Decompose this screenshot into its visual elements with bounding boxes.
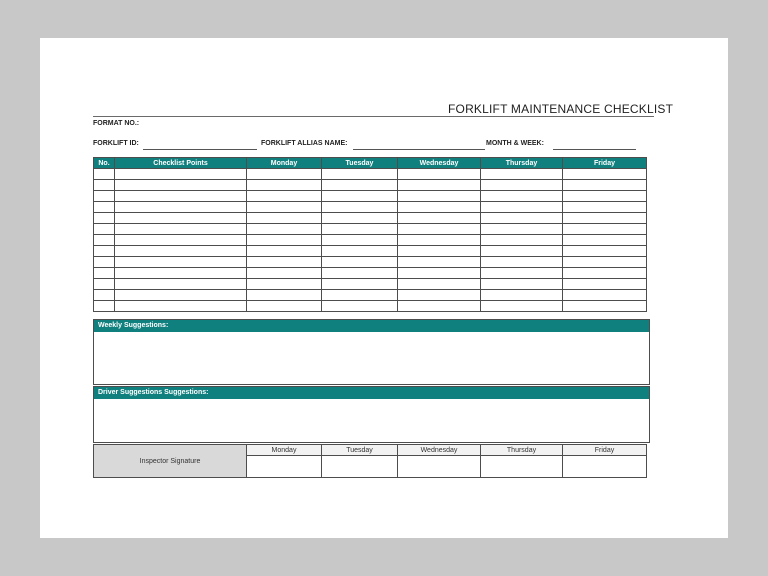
checklist-cell[interactable] bbox=[563, 169, 647, 180]
checklist-row bbox=[94, 224, 647, 235]
checklist-cell[interactable] bbox=[94, 246, 115, 257]
checklist-cell[interactable] bbox=[563, 224, 647, 235]
checklist-cell[interactable] bbox=[322, 290, 398, 301]
signature-day-thursday: Thursday bbox=[481, 445, 563, 456]
checklist-cell[interactable] bbox=[563, 279, 647, 290]
checklist-cell[interactable] bbox=[115, 224, 247, 235]
checklist-cell[interactable] bbox=[322, 235, 398, 246]
signature-day-friday: Friday bbox=[563, 445, 647, 456]
checklist-cell[interactable] bbox=[398, 169, 481, 180]
checklist-cell[interactable] bbox=[481, 169, 563, 180]
checklist-cell[interactable] bbox=[398, 257, 481, 268]
checklist-row bbox=[94, 246, 647, 257]
checklist-cell[interactable] bbox=[247, 191, 322, 202]
checklist-cell[interactable] bbox=[115, 235, 247, 246]
col-header-friday: Friday bbox=[563, 158, 647, 169]
checklist-cell[interactable] bbox=[94, 191, 115, 202]
checklist-cell[interactable] bbox=[563, 301, 647, 312]
checklist-cell[interactable] bbox=[563, 202, 647, 213]
checklist-cell[interactable] bbox=[322, 191, 398, 202]
weekly-suggestions-header: Weekly Suggestions: bbox=[93, 319, 650, 333]
checklist-cell[interactable] bbox=[398, 235, 481, 246]
checklist-cell[interactable] bbox=[94, 202, 115, 213]
checklist-cell[interactable] bbox=[481, 268, 563, 279]
checklist-cell[interactable] bbox=[115, 202, 247, 213]
signature-cell-wednesday[interactable] bbox=[398, 456, 481, 478]
checklist-cell[interactable] bbox=[94, 268, 115, 279]
format-no-label: FORMAT NO.: bbox=[93, 120, 140, 127]
checklist-cell[interactable] bbox=[481, 279, 563, 290]
signature-table bbox=[93, 444, 647, 478]
checklist-cell[interactable] bbox=[115, 213, 247, 224]
checklist-cell[interactable] bbox=[247, 301, 322, 312]
signature-cell-friday[interactable] bbox=[563, 456, 647, 478]
checklist-cell[interactable] bbox=[115, 180, 247, 191]
checklist-cell[interactable] bbox=[322, 268, 398, 279]
checklist-row bbox=[94, 279, 647, 290]
checklist-cell[interactable] bbox=[398, 180, 481, 191]
checklist-cell[interactable] bbox=[322, 180, 398, 191]
signature-cell-tuesday[interactable] bbox=[322, 456, 398, 478]
month-week-field[interactable] bbox=[553, 149, 636, 150]
checklist-cell[interactable] bbox=[94, 301, 115, 312]
signature-cell-thursday[interactable] bbox=[481, 456, 563, 478]
checklist-cell[interactable] bbox=[247, 257, 322, 268]
checklist-cell[interactable] bbox=[398, 213, 481, 224]
forklift-alias-field[interactable] bbox=[353, 149, 485, 150]
checklist-cell[interactable] bbox=[563, 268, 647, 279]
forklift-alias-label: FORKLIFT ALLIAS NAME: bbox=[261, 140, 348, 147]
checklist-cell[interactable] bbox=[322, 301, 398, 312]
checklist-row bbox=[94, 191, 647, 202]
checklist-row bbox=[94, 202, 647, 213]
checklist-cell[interactable] bbox=[398, 246, 481, 257]
checklist-row bbox=[94, 301, 647, 312]
checklist-row bbox=[94, 257, 647, 268]
checklist-cell[interactable] bbox=[94, 224, 115, 235]
signature-day-tuesday: Tuesday bbox=[322, 445, 398, 456]
checklist-cell[interactable] bbox=[115, 257, 247, 268]
checklist-cell[interactable] bbox=[94, 213, 115, 224]
checklist-cell[interactable] bbox=[247, 202, 322, 213]
checklist-cell[interactable] bbox=[563, 191, 647, 202]
checklist-cell[interactable] bbox=[563, 290, 647, 301]
signature-day-wednesday: Wednesday bbox=[398, 445, 481, 456]
checklist-cell[interactable] bbox=[563, 180, 647, 191]
checklist-cell[interactable] bbox=[247, 180, 322, 191]
checklist-cell[interactable] bbox=[398, 191, 481, 202]
checklist-cell[interactable] bbox=[481, 235, 563, 246]
checklist-cell[interactable] bbox=[563, 235, 647, 246]
checklist-cell[interactable] bbox=[247, 279, 322, 290]
checklist-cell[interactable] bbox=[322, 279, 398, 290]
checklist-cell[interactable] bbox=[322, 202, 398, 213]
checklist-cell[interactable] bbox=[563, 257, 647, 268]
checklist-cell[interactable] bbox=[322, 246, 398, 257]
checklist-cell[interactable] bbox=[115, 191, 247, 202]
checklist-row bbox=[94, 290, 647, 301]
checklist-cell[interactable] bbox=[481, 301, 563, 312]
driver-suggestions-header: Driver Suggestions Suggestions: bbox=[93, 386, 650, 400]
checklist-cell[interactable] bbox=[247, 268, 322, 279]
checklist-cell[interactable] bbox=[398, 301, 481, 312]
checklist-cell[interactable] bbox=[481, 257, 563, 268]
checklist-cell[interactable] bbox=[563, 246, 647, 257]
checklist-cell[interactable] bbox=[398, 224, 481, 235]
checklist-cell[interactable] bbox=[481, 202, 563, 213]
checklist-cell[interactable] bbox=[322, 169, 398, 180]
checklist-cell[interactable] bbox=[247, 246, 322, 257]
checklist-cell[interactable] bbox=[398, 268, 481, 279]
checklist-row bbox=[94, 213, 647, 224]
checklist-row bbox=[94, 180, 647, 191]
checklist-cell[interactable] bbox=[398, 279, 481, 290]
checklist-header-row bbox=[94, 158, 647, 169]
checklist-body bbox=[94, 169, 647, 312]
checklist-cell[interactable] bbox=[247, 224, 322, 235]
checklist-cell[interactable] bbox=[481, 246, 563, 257]
col-header-monday: Monday bbox=[247, 158, 322, 169]
inspector-signature-label: Inspector Signature bbox=[94, 445, 247, 478]
checklist-row bbox=[94, 268, 647, 279]
checklist-cell[interactable] bbox=[481, 224, 563, 235]
checklist-cell[interactable] bbox=[563, 213, 647, 224]
checklist-cell[interactable] bbox=[247, 290, 322, 301]
checklist-cell[interactable] bbox=[247, 235, 322, 246]
checklist-cell[interactable] bbox=[115, 290, 247, 301]
month-week-label: MONTH & WEEK: bbox=[486, 140, 544, 147]
checklist-cell[interactable] bbox=[94, 290, 115, 301]
checklist-cell[interactable] bbox=[481, 180, 563, 191]
document-title: FORKLIFT MAINTENANCE CHECKLIST bbox=[448, 102, 674, 116]
checklist-table bbox=[93, 157, 647, 312]
checklist-cell[interactable] bbox=[115, 268, 247, 279]
signature-header-row bbox=[94, 445, 647, 456]
checklist-cell[interactable] bbox=[247, 213, 322, 224]
col-header-wednesday: Wednesday bbox=[398, 158, 481, 169]
checklist-cell[interactable] bbox=[322, 257, 398, 268]
checklist-cell[interactable] bbox=[398, 202, 481, 213]
checklist-cell[interactable] bbox=[481, 290, 563, 301]
driver-suggestions-box[interactable] bbox=[93, 399, 650, 443]
checklist-cell[interactable] bbox=[247, 169, 322, 180]
col-header-checklist-points: Checklist Points bbox=[115, 158, 247, 169]
checklist-cell[interactable] bbox=[481, 191, 563, 202]
col-header-thursday: Thursday bbox=[481, 158, 563, 169]
checklist-cell[interactable] bbox=[94, 279, 115, 290]
checklist-cell[interactable] bbox=[94, 257, 115, 268]
checklist-cell[interactable] bbox=[481, 213, 563, 224]
signature-cell-monday[interactable] bbox=[247, 456, 322, 478]
checklist-cell[interactable] bbox=[115, 169, 247, 180]
checklist-cell[interactable] bbox=[322, 213, 398, 224]
checklist-cell[interactable] bbox=[94, 180, 115, 191]
checklist-cell[interactable] bbox=[115, 301, 247, 312]
checklist-cell[interactable] bbox=[94, 169, 115, 180]
checklist-cell[interactable] bbox=[94, 235, 115, 246]
signature-day-monday: Monday bbox=[247, 445, 322, 456]
checklist-cell[interactable] bbox=[115, 279, 247, 290]
checklist-cell[interactable] bbox=[322, 224, 398, 235]
checklist-row bbox=[94, 235, 647, 246]
title-underline bbox=[93, 116, 654, 117]
col-header-tuesday: Tuesday bbox=[322, 158, 398, 169]
weekly-suggestions-box[interactable] bbox=[93, 332, 650, 385]
forklift-id-label: FORKLIFT ID: bbox=[93, 140, 139, 147]
checklist-cell[interactable] bbox=[398, 290, 481, 301]
checklist-row bbox=[94, 169, 647, 180]
col-header-no: No. bbox=[94, 158, 115, 169]
forklift-id-field[interactable] bbox=[143, 149, 257, 150]
checklist-cell[interactable] bbox=[115, 246, 247, 257]
